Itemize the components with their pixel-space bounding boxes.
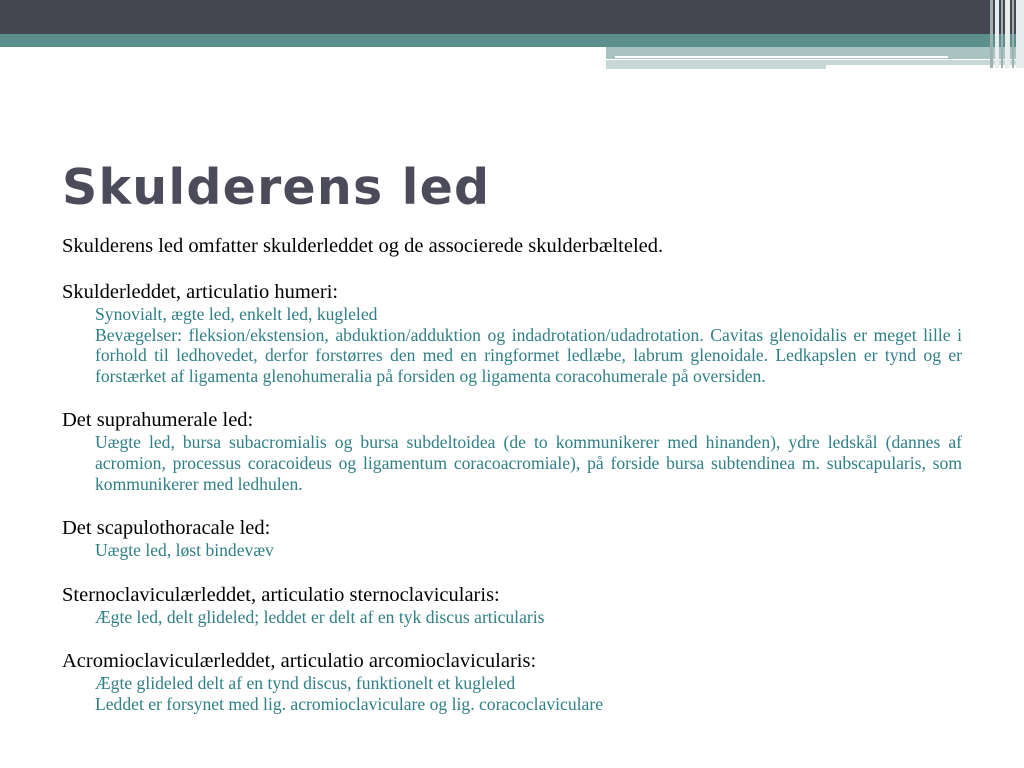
section-heading: Sternoclaviculærleddet, articulatio sternoclavicularis: xyxy=(62,583,500,606)
section-heading: Skulderleddet, articulatio humeri: xyxy=(62,281,339,303)
section-line: Ægte glideled delt af en tynd discus, funktionelt et kugleled xyxy=(95,673,516,694)
section-sternoclaviculaer xyxy=(62,583,962,628)
section-heading: Acromioclaviculærleddet, articulatio arcomioclavicularis: xyxy=(62,650,537,673)
section-line: Uægte led, bursa subacromialis og bursa subdeltoidea (de to kommunikerer med hinanden), ydre ledskål (dannes af acromion, processus coracoideus og ligamentum coracoacromiale), på forside bursa subtendinea m. subscapularis, som kommunikerer med ledhulen. xyxy=(95,432,962,494)
section-heading: Det scapulothoracale led: xyxy=(62,517,271,540)
slide-content xyxy=(62,234,962,715)
section-line: Ægte led, delt glideled; leddet er delt af en tyk discus articularis xyxy=(95,606,545,627)
slide-title: Skulderens led xyxy=(62,159,491,216)
section-line: Uægte led, løst bindevæv xyxy=(95,540,274,561)
section-line: Bevægelser: fleksion/ekstension, abduktion/adduktion og indadrotation/udadrotation. Cavitas glenoidalis er meget lille i forhold til ledhovedet, derfor forstørres den med en ringformet ledlæbe, labrum glenoidale. Ledkapslen er tynd og er forstærket af ligamenta glenohumeralia på forsiden og ligamenta coracohumerale på oversiden. xyxy=(95,324,962,386)
header-bar-teal xyxy=(0,34,1024,47)
section-suprahumerale xyxy=(62,408,962,494)
header-bar-lighter xyxy=(606,60,826,69)
section-heading: Det suprahumerale led: xyxy=(62,409,254,432)
section-skulderleddet xyxy=(62,280,962,386)
section-scapulothoracale xyxy=(62,516,962,561)
intro-text: Skulderens led omfatter skulderleddet og de associerede skulderbælteled. xyxy=(62,235,664,257)
section-line: Synovialt, ægte led, enkelt led, kugleled xyxy=(95,304,378,324)
section-acromioclaviculaer xyxy=(62,649,962,714)
header-stripes xyxy=(988,0,1024,68)
header-divider-line xyxy=(615,56,948,58)
section-line: Leddet er forsynet med lig. acromioclaviculare og lig. coracoclaviculare xyxy=(95,693,604,714)
header-bar-dark xyxy=(0,0,1024,34)
